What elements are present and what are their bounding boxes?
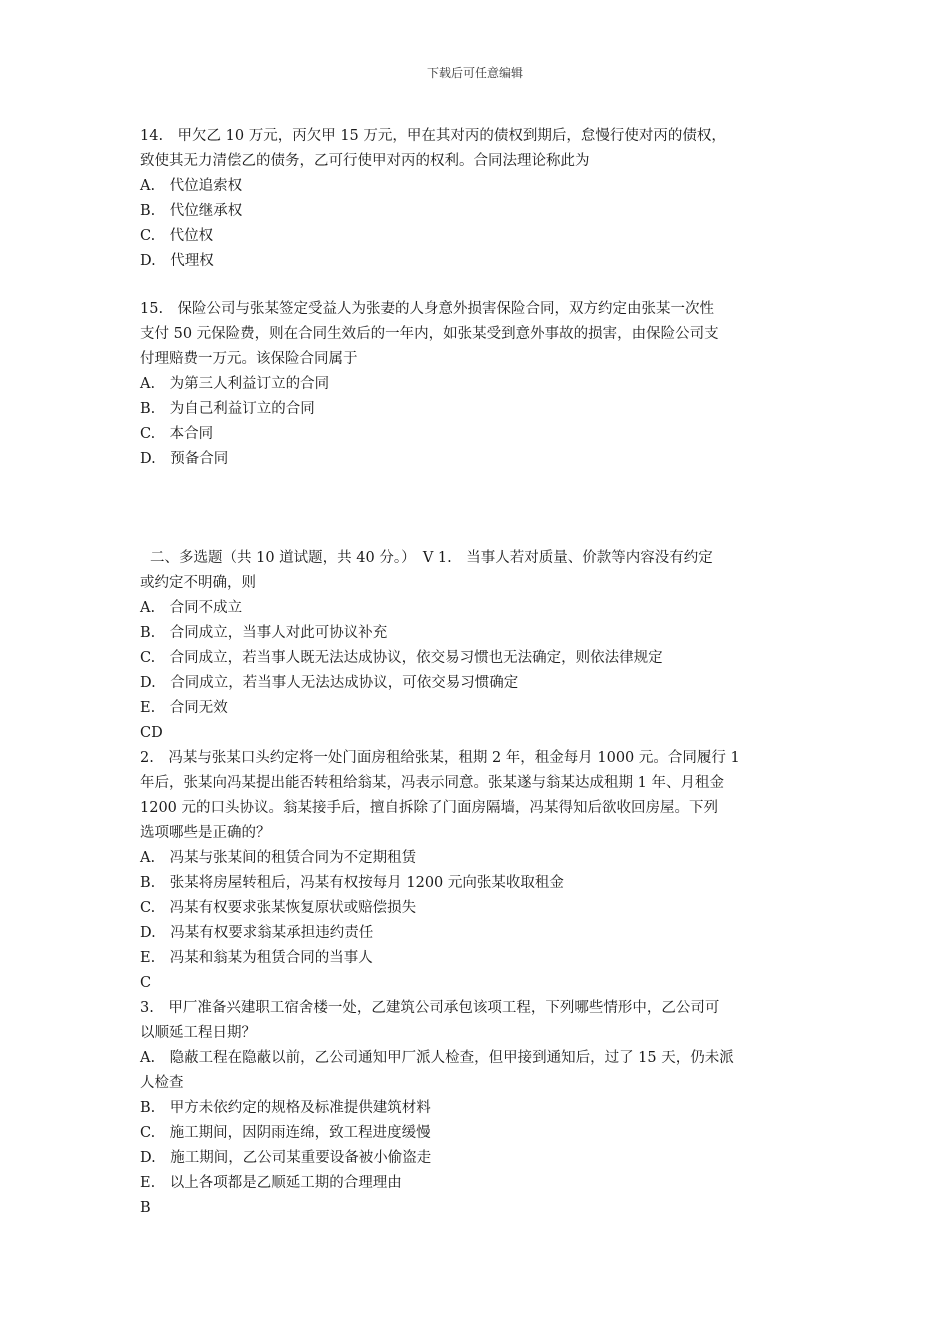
question-14 <box>140 124 812 274</box>
option-e: E. 合同无效 <box>140 700 228 716</box>
answer: C <box>140 975 152 991</box>
question-stem: 支付 50 元保险费，则在合同生效后的一年内，如张某受到意外事故的损害，由保险公司支 <box>140 326 719 342</box>
option-a: A. 合同不成立 <box>140 600 243 616</box>
option-b: B. 甲方未依约定的规格及标准提供建筑材料 <box>140 1100 431 1116</box>
question-stem: 14. 甲欠乙 10 万元，丙欠甲 15 万元，甲在其对丙的债权到期后，怠慢行使对丙的债权， <box>140 128 726 144</box>
option-c: C. 代位权 <box>140 228 214 244</box>
question-15 <box>140 297 812 472</box>
question-stem: 2. 冯某与张某口头约定将一处门面房租给张某，租期 2 年，租金每月 1000 元。合同履行 1 <box>140 750 740 766</box>
option-b: B. 代位继承权 <box>140 203 243 219</box>
question-stem: 选项哪些是正确的？ <box>140 825 271 841</box>
multi-question-3 <box>140 996 812 1221</box>
multi-question-1 <box>140 546 812 746</box>
question-stem: 付理赔费一万元。该保险合同属于 <box>140 351 358 367</box>
question-stem: 以顺延工程日期？ <box>140 1025 256 1041</box>
option-c: C. 施工期间，因阴雨连绵，致工程进度缓慢 <box>140 1125 431 1141</box>
option-c: C. 冯某有权要求张某恢复原状或赔偿损失 <box>140 900 417 916</box>
option-b: B. 合同成立，当事人对此可协议补充 <box>140 625 388 641</box>
option-d: D. 代理权 <box>140 253 214 269</box>
document-body <box>140 124 812 1221</box>
option-a: A. 冯某与张某间的租赁合同为不定期租赁 <box>140 850 417 866</box>
multi-question-2 <box>140 746 812 996</box>
question-stem: 致使其无力清偿乙的债务，乙可行使甲对丙的权利。合同法理论称此为 <box>140 153 590 169</box>
option-d: D. 合同成立，若当事人无法达成协议，可依交易习惯确定 <box>140 675 519 691</box>
section-heading: 二、多选题（共 10 道试题，共 40 分。） V 1. 当事人若对质量、价款等内容没有约定 <box>150 550 713 566</box>
option-a: A. 隐蔽工程在隐蔽以前，乙公司通知甲厂派人检查，但甲接到通知后，过了 15 天，仍未派 <box>140 1050 734 1066</box>
page-header: 下载后可任意编辑 <box>426 66 523 80</box>
option-d: D. 冯某有权要求翁某承担违约责任 <box>140 925 374 941</box>
option-b: B. 为自己利益订立的合同 <box>140 401 315 417</box>
option-a-continued: 人检查 <box>140 1075 184 1091</box>
option-d: D. 预备合同 <box>140 451 229 467</box>
question-stem: 年后，张某向冯某提出能否转租给翁某，冯表示同意。张某遂与翁某达成租期 1 年、月租金 <box>140 775 724 791</box>
option-d: D. 施工期间，乙公司某重要设备被小偷盗走 <box>140 1150 432 1166</box>
answer: B <box>140 1200 151 1216</box>
option-c: C. 合同成立，若当事人既无法达成协议，依交易习惯也无法确定，则依法律规定 <box>140 650 663 666</box>
option-e: E. 以上各项都是乙顺延工期的合理理由 <box>140 1175 402 1191</box>
option-c: C. 本合同 <box>140 426 214 442</box>
question-stem: 或约定不明确，则 <box>140 575 256 591</box>
option-a: A. 为第三人利益订立的合同 <box>140 376 330 392</box>
option-b: B. 张某将房屋转租后，冯某有权按每月 1200 元向张某收取租金 <box>140 875 564 891</box>
question-stem: 3. 甲厂准备兴建职工宿舍楼一处，乙建筑公司承包该项工程，下列哪些情形中，乙公司可 <box>140 1000 720 1016</box>
question-stem: 15. 保险公司与张某签定受益人为张妻的人身意外损害保险合同，双方约定由张某一次性 <box>140 301 715 317</box>
question-stem: 1200 元的口头协议。翁某接手后，擅自拆除了门面房隔墙，冯某得知后欲收回房屋。下列 <box>140 800 719 816</box>
option-a: A. 代位追索权 <box>140 178 243 194</box>
option-e: E. 冯某和翁某为租赁合同的当事人 <box>140 950 373 966</box>
answer: CD <box>140 725 163 741</box>
